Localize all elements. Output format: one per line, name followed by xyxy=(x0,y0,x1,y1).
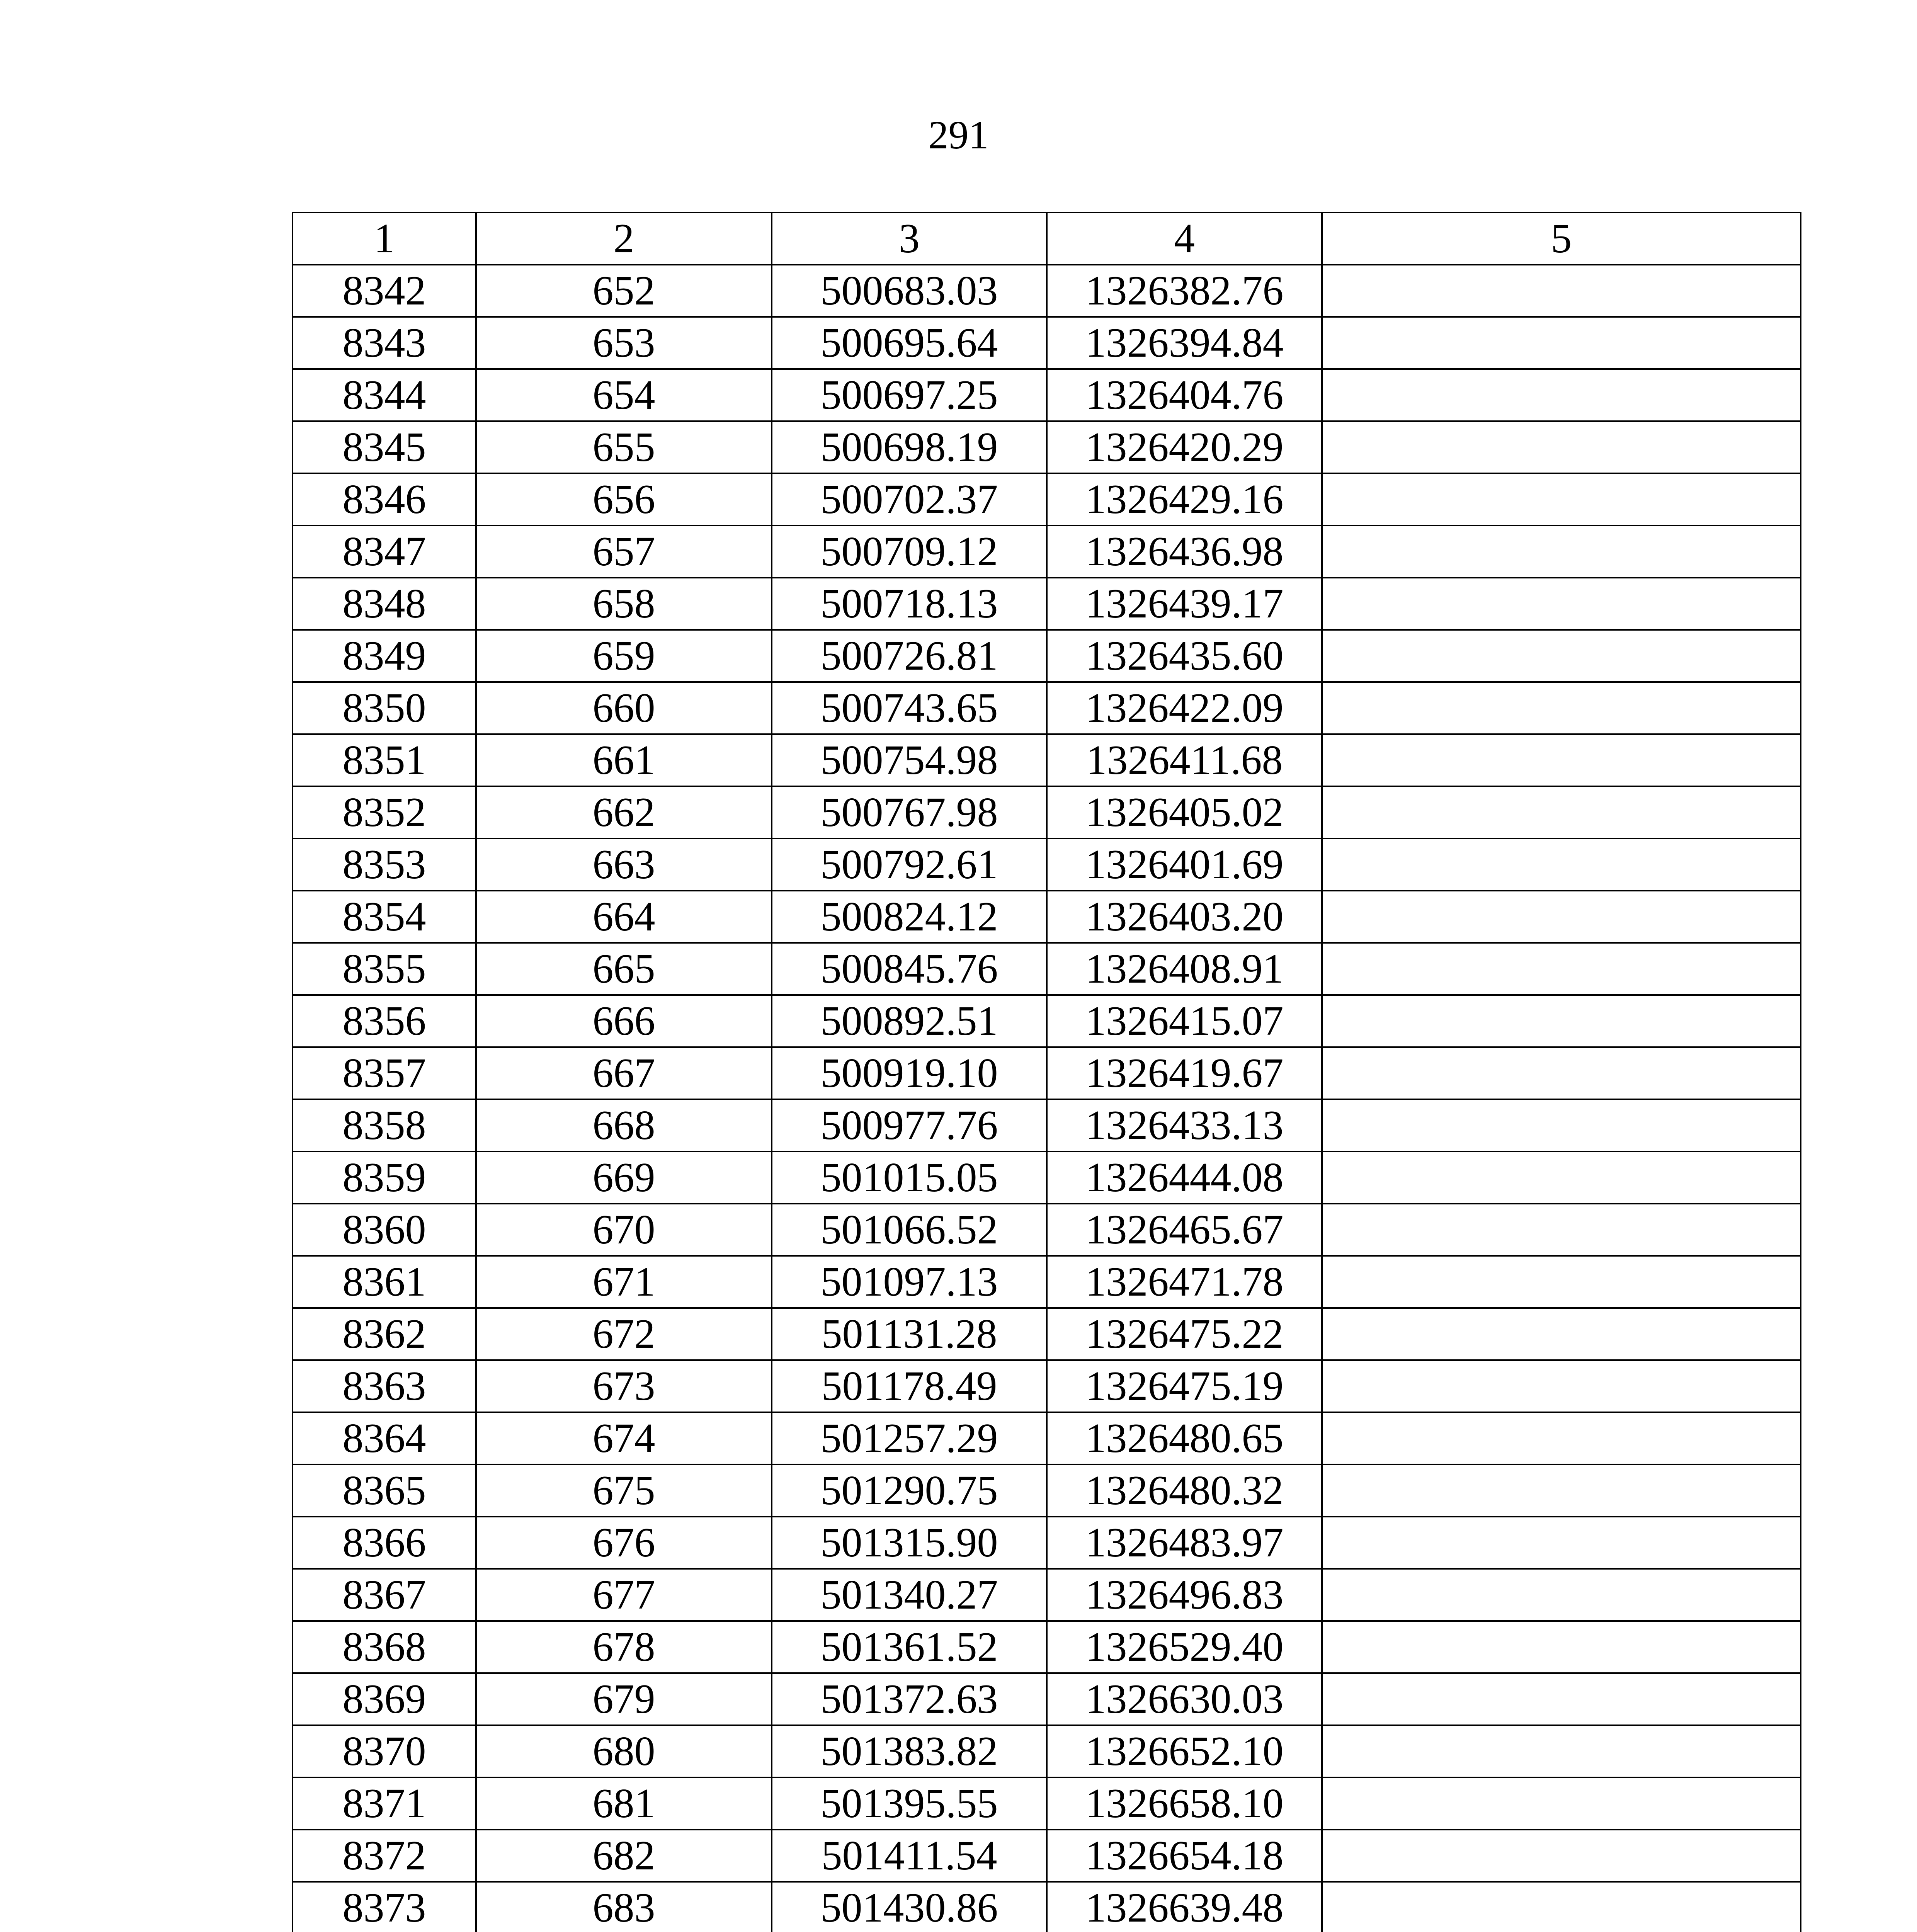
table-cell: 501411.54 xyxy=(772,1830,1047,1882)
table-cell: 8355 xyxy=(293,943,476,995)
table-cell xyxy=(1322,630,1801,682)
table-cell: 500726.81 xyxy=(772,630,1047,682)
table-cell: 1326475.22 xyxy=(1047,1308,1322,1360)
table-cell: 665 xyxy=(476,943,772,995)
page-number: 291 xyxy=(928,113,989,157)
coordinates-table xyxy=(292,212,1801,1932)
table-cell: 501340.27 xyxy=(772,1569,1047,1621)
table-cell: 8342 xyxy=(293,265,476,317)
table-cell: 8362 xyxy=(293,1308,476,1360)
table-cell xyxy=(1322,369,1801,421)
table-row xyxy=(293,1569,1801,1621)
table-cell: 1326382.76 xyxy=(1047,265,1322,317)
table-cell: 1326420.29 xyxy=(1047,421,1322,473)
table-cell: 8353 xyxy=(293,838,476,891)
table-cell: 8371 xyxy=(293,1777,476,1830)
table-cell: 676 xyxy=(476,1517,772,1569)
table-cell: 500792.61 xyxy=(772,838,1047,891)
table-row xyxy=(293,369,1801,421)
table-cell: 1326403.20 xyxy=(1047,891,1322,943)
table-cell: 652 xyxy=(476,265,772,317)
table-cell: 8372 xyxy=(293,1830,476,1882)
table-cell: 8373 xyxy=(293,1882,476,1932)
table-cell: 1326394.84 xyxy=(1047,317,1322,369)
table-row xyxy=(293,1621,1801,1673)
table-row xyxy=(293,786,1801,838)
table-cell: 500767.98 xyxy=(772,786,1047,838)
table-cell: 8352 xyxy=(293,786,476,838)
table-cell: 500702.37 xyxy=(772,473,1047,526)
table-row xyxy=(293,421,1801,473)
table-cell: 8354 xyxy=(293,891,476,943)
table-cell: 656 xyxy=(476,473,772,526)
table-row xyxy=(293,265,1801,317)
table-cell xyxy=(1322,1464,1801,1517)
table-cell: 8360 xyxy=(293,1204,476,1256)
table-cell: 500919.10 xyxy=(772,1047,1047,1099)
table-row xyxy=(293,1412,1801,1464)
table-cell: 500709.12 xyxy=(772,526,1047,578)
table-row xyxy=(293,1099,1801,1151)
table-row xyxy=(293,526,1801,578)
table-cell: 8364 xyxy=(293,1412,476,1464)
table-cell: 501315.90 xyxy=(772,1517,1047,1569)
table-row xyxy=(293,317,1801,369)
table-cell: 662 xyxy=(476,786,772,838)
table-cell: 1326480.65 xyxy=(1047,1412,1322,1464)
table-row xyxy=(293,1673,1801,1725)
table-cell: 8368 xyxy=(293,1621,476,1673)
table-cell: 8358 xyxy=(293,1099,476,1151)
table-cell: 654 xyxy=(476,369,772,421)
table-cell: 8344 xyxy=(293,369,476,421)
table-cell: 658 xyxy=(476,578,772,630)
table-cell: 8359 xyxy=(293,1151,476,1204)
table-row xyxy=(293,1464,1801,1517)
table-cell: 8361 xyxy=(293,1256,476,1308)
table-cell: 681 xyxy=(476,1777,772,1830)
table-body xyxy=(293,265,1801,1932)
table-cell xyxy=(1322,1673,1801,1725)
table-cell xyxy=(1322,578,1801,630)
table-row xyxy=(293,734,1801,786)
table-cell: 8349 xyxy=(293,630,476,682)
table-cell: 1326408.91 xyxy=(1047,943,1322,995)
table-cell: 8346 xyxy=(293,473,476,526)
table-cell xyxy=(1322,1777,1801,1830)
table-cell xyxy=(1322,838,1801,891)
table-cell: 664 xyxy=(476,891,772,943)
table-cell xyxy=(1322,1308,1801,1360)
table-cell xyxy=(1322,1621,1801,1673)
table-cell: 1326433.13 xyxy=(1047,1099,1322,1151)
table-cell: 8347 xyxy=(293,526,476,578)
table-cell: 1326422.09 xyxy=(1047,682,1322,734)
table-cell: 1326435.60 xyxy=(1047,630,1322,682)
table-cell xyxy=(1322,1204,1801,1256)
table-cell: 1326465.67 xyxy=(1047,1204,1322,1256)
table-cell: 1326475.19 xyxy=(1047,1360,1322,1412)
table-cell xyxy=(1322,734,1801,786)
table-cell: 669 xyxy=(476,1151,772,1204)
table-cell: 659 xyxy=(476,630,772,682)
table-row xyxy=(293,1725,1801,1777)
table-cell: 675 xyxy=(476,1464,772,1517)
table-cell: 501395.55 xyxy=(772,1777,1047,1830)
table-cell: 674 xyxy=(476,1412,772,1464)
table-cell xyxy=(1322,943,1801,995)
table-cell: 1326483.97 xyxy=(1047,1517,1322,1569)
table-cell: 680 xyxy=(476,1725,772,1777)
table-cell: 655 xyxy=(476,421,772,473)
table-cell: 1326429.16 xyxy=(1047,473,1322,526)
table-cell: 500743.65 xyxy=(772,682,1047,734)
table-cell: 500718.13 xyxy=(772,578,1047,630)
table-cell: 1326415.07 xyxy=(1047,995,1322,1047)
table-row xyxy=(293,682,1801,734)
table-cell: 8351 xyxy=(293,734,476,786)
table-cell xyxy=(1322,1151,1801,1204)
table-cell: 501372.63 xyxy=(772,1673,1047,1725)
table-cell: 683 xyxy=(476,1882,772,1932)
table-cell: 666 xyxy=(476,995,772,1047)
table-cell: 660 xyxy=(476,682,772,734)
table-row xyxy=(293,1308,1801,1360)
table-row xyxy=(293,1256,1801,1308)
table-cell xyxy=(1322,421,1801,473)
table-cell: 8365 xyxy=(293,1464,476,1517)
table-cell xyxy=(1322,786,1801,838)
column-header: 5 xyxy=(1322,213,1801,265)
table-cell: 677 xyxy=(476,1569,772,1621)
table-cell: 1326658.10 xyxy=(1047,1777,1322,1830)
table-cell: 8367 xyxy=(293,1569,476,1621)
table-cell xyxy=(1322,995,1801,1047)
table-cell xyxy=(1322,1882,1801,1932)
table-cell: 653 xyxy=(476,317,772,369)
table-cell: 8345 xyxy=(293,421,476,473)
table-cell: 8343 xyxy=(293,317,476,369)
table-row xyxy=(293,1777,1801,1830)
table-cell: 678 xyxy=(476,1621,772,1673)
table-cell: 8369 xyxy=(293,1673,476,1725)
table-cell: 1326654.18 xyxy=(1047,1830,1322,1882)
table-cell xyxy=(1322,1099,1801,1151)
table-cell: 8363 xyxy=(293,1360,476,1412)
table-cell: 672 xyxy=(476,1308,772,1360)
table-cell: 500683.03 xyxy=(772,265,1047,317)
table-row xyxy=(293,1047,1801,1099)
table-cell: 671 xyxy=(476,1256,772,1308)
table-cell: 501066.52 xyxy=(772,1204,1047,1256)
table-cell: 8356 xyxy=(293,995,476,1047)
table-cell xyxy=(1322,1517,1801,1569)
table-cell: 1326401.69 xyxy=(1047,838,1322,891)
table-cell: 679 xyxy=(476,1673,772,1725)
table-cell xyxy=(1322,1725,1801,1777)
column-header: 4 xyxy=(1047,213,1322,265)
table-row xyxy=(293,1151,1801,1204)
table-cell: 501178.49 xyxy=(772,1360,1047,1412)
table-cell: 500695.64 xyxy=(772,317,1047,369)
column-header: 2 xyxy=(476,213,772,265)
table-cell: 1326439.17 xyxy=(1047,578,1322,630)
table-cell: 673 xyxy=(476,1360,772,1412)
table-cell: 663 xyxy=(476,838,772,891)
table-row xyxy=(293,891,1801,943)
table-cell: 500977.76 xyxy=(772,1099,1047,1151)
table-row xyxy=(293,1830,1801,1882)
table-cell: 668 xyxy=(476,1099,772,1151)
table-cell xyxy=(1322,1830,1801,1882)
column-header: 3 xyxy=(772,213,1047,265)
table-row xyxy=(293,1204,1801,1256)
table-cell xyxy=(1322,1412,1801,1464)
table-cell: 1326496.83 xyxy=(1047,1569,1322,1621)
table-cell: 501383.82 xyxy=(772,1725,1047,1777)
table-cell xyxy=(1322,1569,1801,1621)
table-cell: 657 xyxy=(476,526,772,578)
table-cell xyxy=(1322,526,1801,578)
table-cell: 8366 xyxy=(293,1517,476,1569)
table-cell: 500697.25 xyxy=(772,369,1047,421)
table-cell: 8370 xyxy=(293,1725,476,1777)
table-cell: 1326639.48 xyxy=(1047,1882,1322,1932)
table-row xyxy=(293,1360,1801,1412)
table-cell: 501290.75 xyxy=(772,1464,1047,1517)
table-row xyxy=(293,995,1801,1047)
table-cell: 500698.19 xyxy=(772,421,1047,473)
table-cell: 667 xyxy=(476,1047,772,1099)
table-cell: 501361.52 xyxy=(772,1621,1047,1673)
table-cell xyxy=(1322,1256,1801,1308)
table-cell xyxy=(1322,1360,1801,1412)
table-cell: 501015.05 xyxy=(772,1151,1047,1204)
table-row xyxy=(293,630,1801,682)
table-row xyxy=(293,578,1801,630)
table-header-row xyxy=(293,213,1801,265)
table-cell: 1326471.78 xyxy=(1047,1256,1322,1308)
table-cell xyxy=(1322,265,1801,317)
table-cell: 1326404.76 xyxy=(1047,369,1322,421)
table-cell: 8348 xyxy=(293,578,476,630)
table-cell: 8350 xyxy=(293,682,476,734)
table-cell xyxy=(1322,473,1801,526)
table-row xyxy=(293,838,1801,891)
table-cell: 501257.29 xyxy=(772,1412,1047,1464)
table-cell: 1326436.98 xyxy=(1047,526,1322,578)
table-cell: 1326652.10 xyxy=(1047,1725,1322,1777)
table-cell: 682 xyxy=(476,1830,772,1882)
table-cell xyxy=(1322,317,1801,369)
table-row xyxy=(293,473,1801,526)
table-cell: 501097.13 xyxy=(772,1256,1047,1308)
table-row xyxy=(293,1517,1801,1569)
table-cell: 1326630.03 xyxy=(1047,1673,1322,1725)
table-cell: 1326419.67 xyxy=(1047,1047,1322,1099)
table-cell: 1326411.68 xyxy=(1047,734,1322,786)
table-cell xyxy=(1322,682,1801,734)
table-cell: 500824.12 xyxy=(772,891,1047,943)
table-cell: 501430.86 xyxy=(772,1882,1047,1932)
table-cell xyxy=(1322,891,1801,943)
table-row xyxy=(293,943,1801,995)
table-cell: 1326405.02 xyxy=(1047,786,1322,838)
table-cell: 500892.51 xyxy=(772,995,1047,1047)
table-cell: 670 xyxy=(476,1204,772,1256)
table-cell: 501131.28 xyxy=(772,1308,1047,1360)
table-row xyxy=(293,1882,1801,1932)
table-cell xyxy=(1322,1047,1801,1099)
column-header: 1 xyxy=(293,213,476,265)
table-cell: 500845.76 xyxy=(772,943,1047,995)
table-cell: 1326480.32 xyxy=(1047,1464,1322,1517)
table-cell: 8357 xyxy=(293,1047,476,1099)
table-cell: 500754.98 xyxy=(772,734,1047,786)
table-cell: 1326444.08 xyxy=(1047,1151,1322,1204)
table-cell: 661 xyxy=(476,734,772,786)
table-cell: 1326529.40 xyxy=(1047,1621,1322,1673)
